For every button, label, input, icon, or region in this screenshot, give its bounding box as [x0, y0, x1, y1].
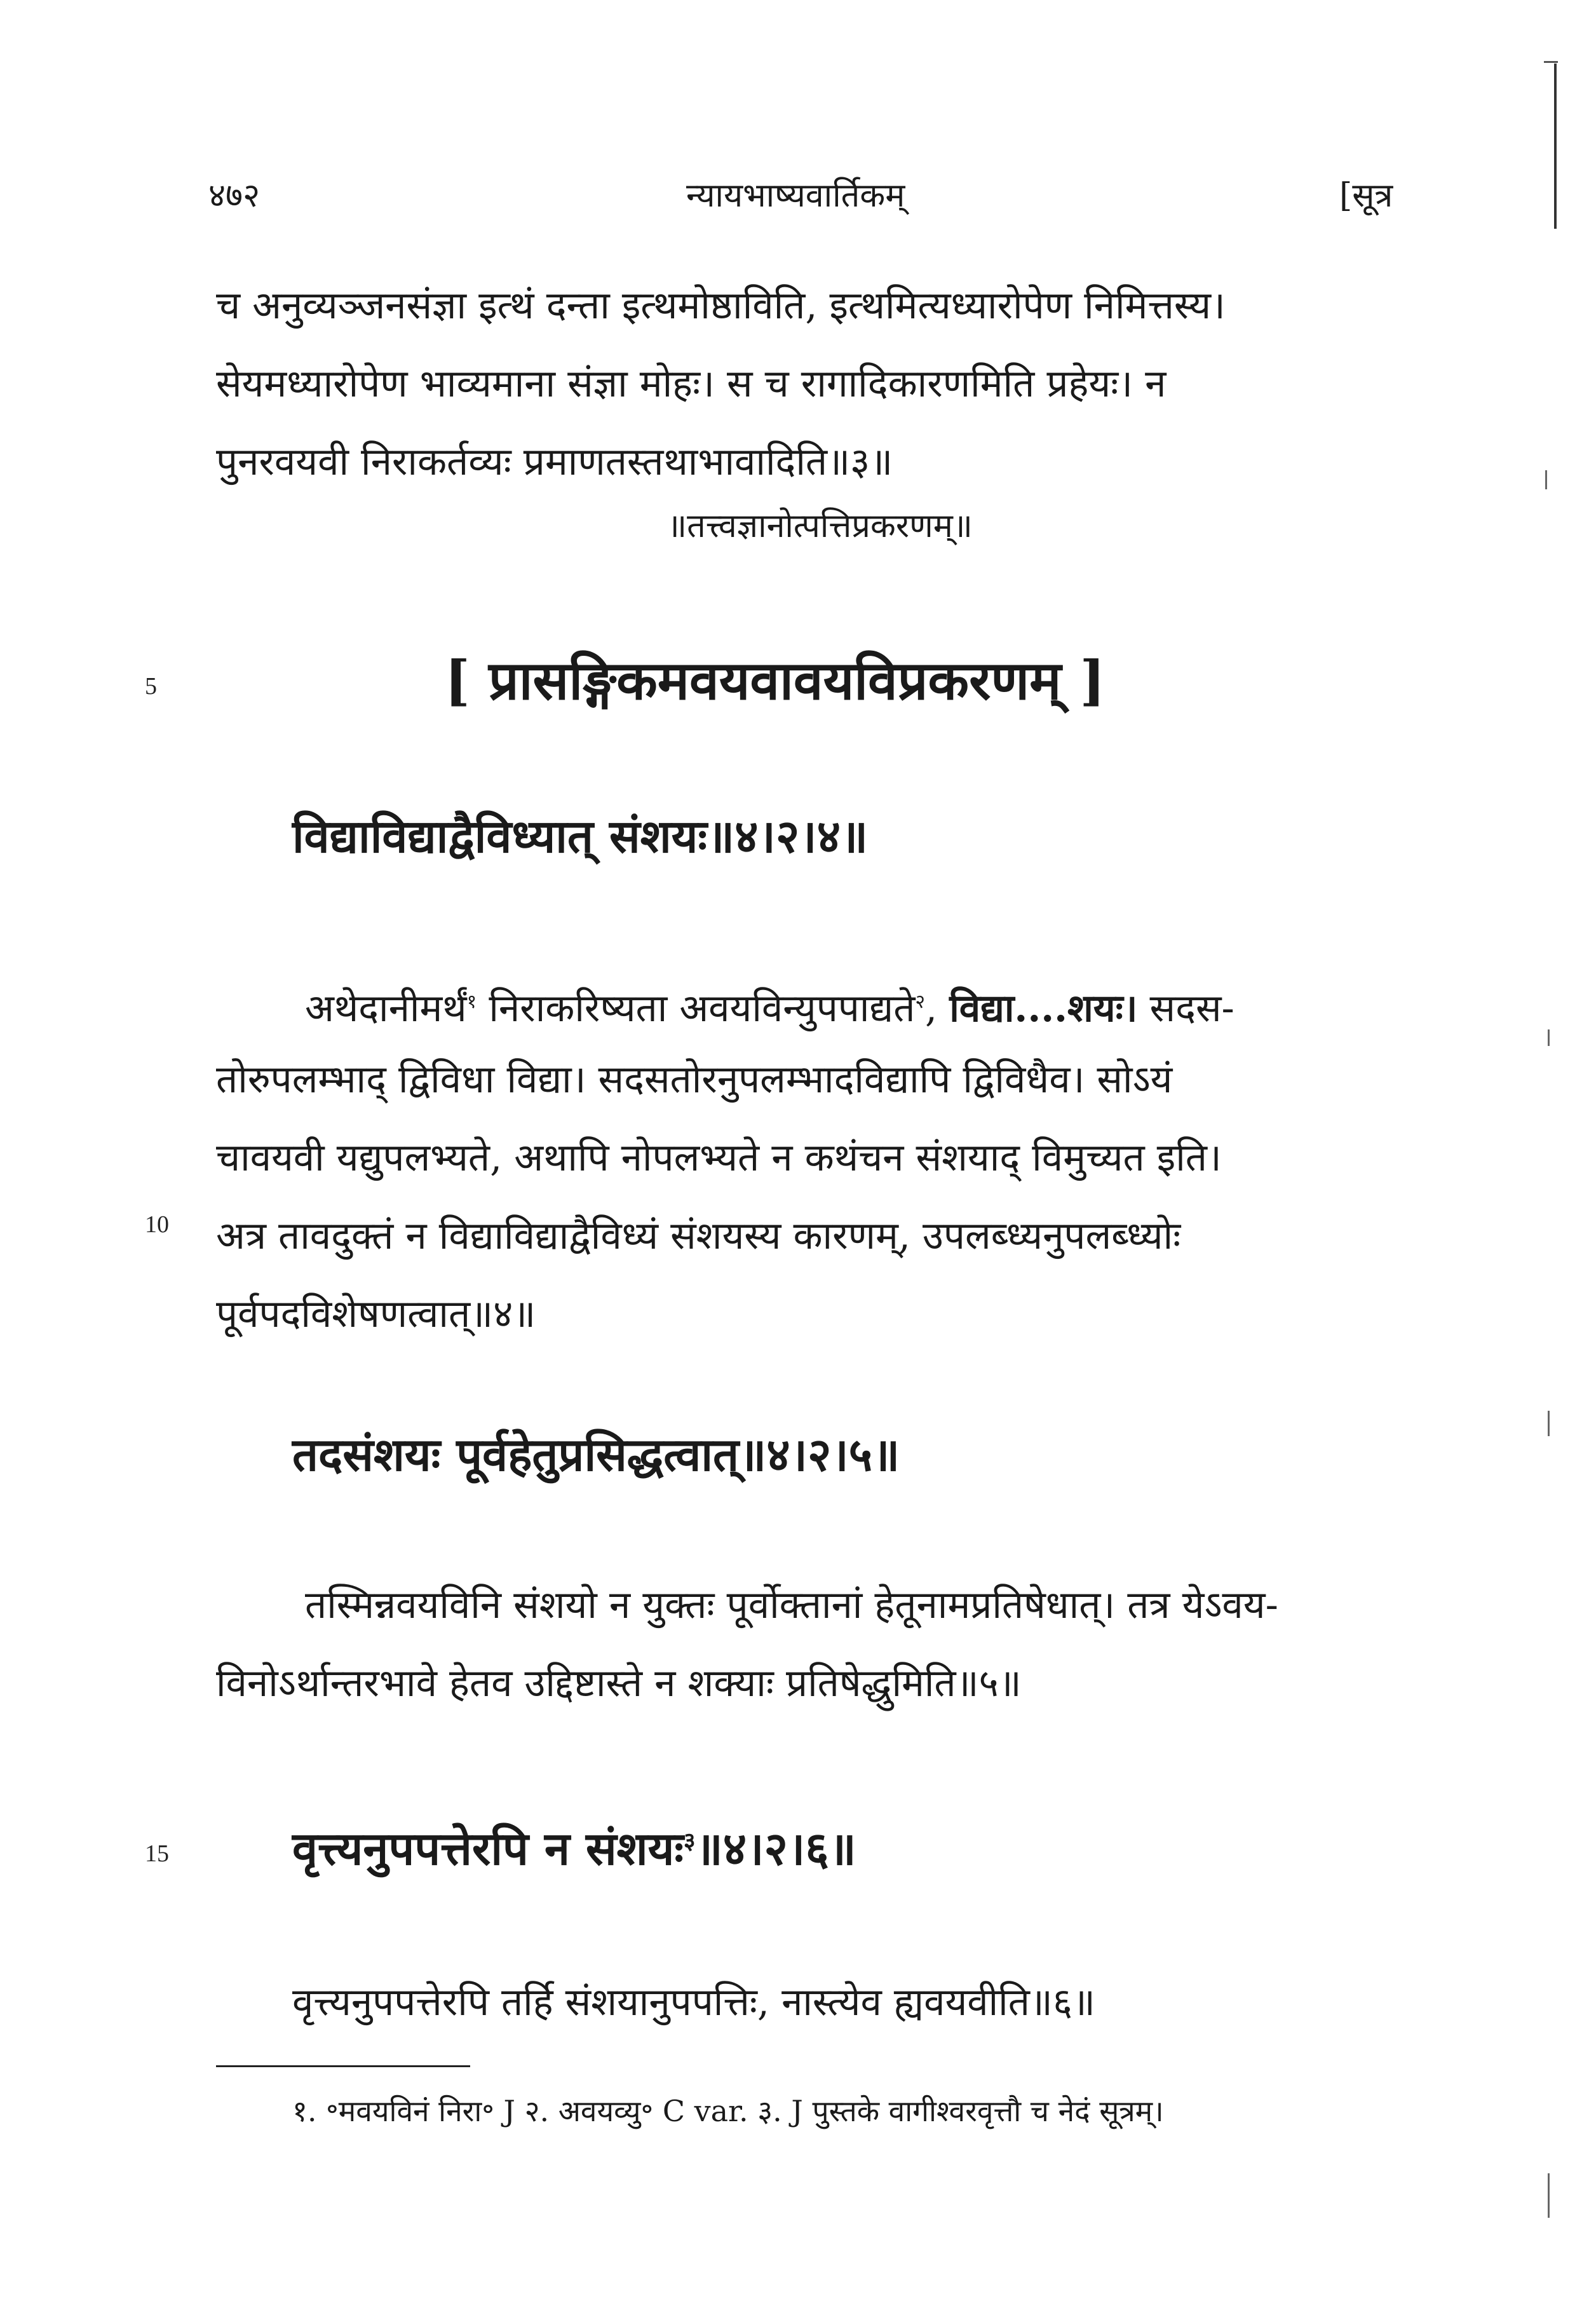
sutra-text: वृत्त्यनुपपत्तेरपि न संशयः: [292, 1821, 684, 1875]
sutra-abbrev: विद्या....शयः।: [949, 986, 1138, 1031]
margin-speck: [1548, 2173, 1550, 2218]
text-line: सेयमध्यारोपेण भाव्यमाना संज्ञा मोहः। स च रागादिकारणमिति प्रहेयः। न: [216, 362, 1167, 406]
text-line: अत्र तावदुक्तं न विद्याविद्याद्वैविध्यं संशयस्य कारणम्, उपलब्ध्यनुपलब्ध्योः: [216, 1214, 1181, 1258]
text-run: ,: [925, 986, 950, 1031]
text-line: पूर्वपदविशेषणत्वात्॥४॥: [216, 1292, 536, 1336]
sutra-heading: विद्याविद्याद्वैविध्यात् संशयः॥४।२।४॥: [292, 809, 869, 863]
text-line: तोरुपलम्भाद् द्विविधा विद्या। सदसतोरनुपलम्भादविद्यापि द्विविधैव। सोऽयं: [216, 1057, 1173, 1102]
footnote-marker: १: [466, 991, 477, 1013]
line-number: 10: [145, 1211, 169, 1238]
line-number: 5: [145, 673, 157, 700]
page-number: ४७२: [208, 177, 260, 215]
footnote-marker: ३: [683, 1828, 696, 1854]
text-run: सदस-: [1137, 986, 1234, 1031]
line-number: 15: [145, 1840, 169, 1867]
margin-speck: [1545, 470, 1547, 489]
chapter-closing: ॥तत्त्वज्ञानोत्पत्तिप्रकरणम्॥: [667, 507, 973, 545]
margin-mark: [1544, 61, 1558, 63]
text-line: विनोऽर्थान्तरभावे हेतव उद्दिष्टास्ते न शक्याः प्रतिषेद्धुमिति॥५॥: [216, 1661, 1022, 1706]
footnotes: १. ॰मवयविनं निरा॰ J २. अवयव्यु॰ C var. ३. J पुस्तके वागीश्वरवृत्तौ च नेदं सूत्रम्।: [292, 2094, 1164, 2128]
text-line: तस्मिन्नवयविनि संशयो न युक्तः पूर्वोक्तानां हेतूनामप्रतिषेधात्। तत्र येऽवय-: [305, 1583, 1278, 1627]
text-line: [305, 963, 1234, 1048]
text-line: पुनरवयवी निराकर्तव्यः प्रमाणतस्तथाभावादिति॥३॥: [216, 440, 893, 484]
section-marker: [सूत्र: [1339, 177, 1393, 215]
sutra-heading: [292, 1816, 856, 1878]
text-run: अथेदानीमर्थं: [305, 986, 467, 1031]
section-heading: [ प्रासङ्गिकमवयवावयविप्रकरणम् ]: [445, 649, 1106, 712]
margin-rule: [1554, 64, 1557, 229]
running-title: न्यायभाष्यवार्तिकम्: [686, 177, 905, 215]
footnote-rule: [216, 2065, 470, 2067]
footnote-marker: २: [915, 991, 926, 1013]
sutra-ref: ॥४।२।६॥: [695, 1821, 856, 1875]
text-line: चावयवी यद्युपलभ्यते, अथापि नोपलभ्यते न कथंचन संशयाद् विमुच्यत इति।: [216, 1136, 1222, 1180]
sutra-heading: तदसंशयः पूर्वहेतुप्रसिद्धत्वात्॥४।२।५॥: [292, 1427, 900, 1481]
text-run: निराकरिष्यता अवयविन्युपपाद्यते: [477, 986, 916, 1031]
margin-speck: [1548, 1411, 1550, 1436]
margin-speck: [1548, 1029, 1550, 1046]
text-line: वृत्त्यनुपपत्तेरपि तर्हि संशयानुपपत्तिः, नास्त्येव ह्यवयवीति॥६॥: [292, 1980, 1095, 2025]
text-line: च अनुव्यञ्जनसंज्ञा इत्थं दन्ता इत्थमोष्ठाविति, इत्थमित्यध्यारोपेण निमित्तस्य।: [216, 283, 1226, 328]
